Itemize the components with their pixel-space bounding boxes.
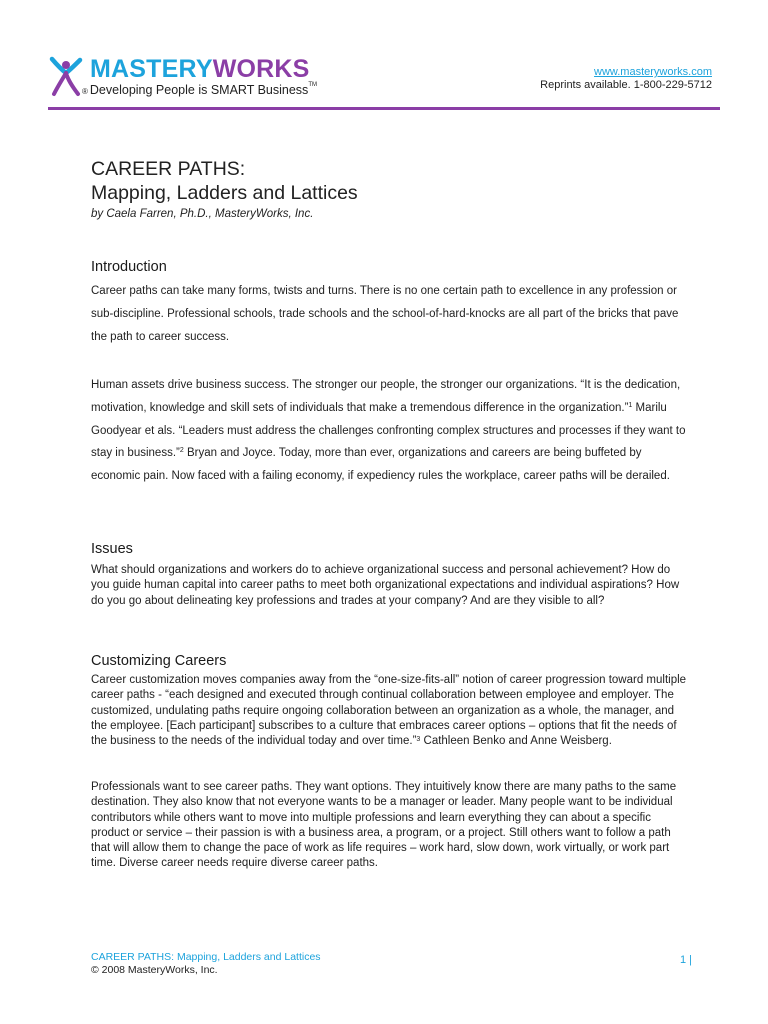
header-divider — [48, 107, 720, 110]
article-title: CAREER PATHS: Mapping, Ladders and Lattices — [91, 158, 358, 204]
footnote-ref-3: 3 — [416, 736, 421, 744]
intro-paragraph-2: Human assets drive business success. The stronger our people, the stronger our organizations. “It is the dedication, motivation, knowledge and skill sets of individuals that make a tremendous difference in the organization.”$^1$ Marilu Goodyear et als. “Leaders must address the challenges confronting complex structures and processes if they want to stay in business.”$^2$ Bryan and Joyce. Today, more than ever, organizations and careers are being buffeted by economic pain. Now faced with a failing economy, if expediency rules the workplace, career paths will be derailed. — [91, 379, 686, 483]
section-heading-introduction: Introduction — [91, 259, 167, 275]
page-number: 1 | — [679, 954, 692, 966]
logo-tagline: ® Developing People is SMART Business™ — [82, 82, 317, 97]
article-byline: by Caela Farren, Ph.D., MasteryWorks, Inc. — [91, 208, 314, 220]
section-heading-issues: Issues — [91, 541, 133, 557]
page-footer — [91, 951, 321, 977]
issues-paragraph: What should organizations and workers do to achieve organizational success and personal achievement? How do you guide human capital into career paths to meet both organizational expectations and individual aspirations? How do you go about delineating key professions and trades at your company? And are they visible to all? — [91, 564, 680, 607]
person-figure-icon — [48, 56, 84, 98]
reprints-info: Reprints available. 1-800-229-5712 — [540, 79, 712, 91]
customizing-paragraph-2: Professionals want to see career paths. They want options. They intuitively know there are many paths to the same destination. They also know that not everyone wants to be a manager or leader. Many people want to be individual contributors while others want to move into multiple professions and learn everything they can about a specific product or service – their passion is with a business area, a program, or a project. Still others want to follow a path that will allow them to change the pace of work as life requires – work hard, slow down, work virtually, or work part time. Diverse career needs require diverse career paths. — [91, 781, 677, 870]
masteryworks-logo — [48, 54, 328, 104]
footer-copyright: © 2008 MasteryWorks, Inc. — [91, 964, 218, 976]
footnote-ref-1: 1 — [628, 401, 633, 409]
logo-wordmark: MASTERYWORKS — [90, 55, 310, 83]
header-contact — [540, 66, 712, 92]
footer-title: CAREER PATHS: Mapping, Ladders and Lattices — [91, 951, 321, 963]
section-heading-customizing-careers: Customizing Careers — [91, 653, 227, 669]
customizing-paragraph-1: Career customization moves companies away from the “one-size-fits-all” notion of career progression toward multiple career paths - “each designed and executed through continual collaboration between employee and employer. The customized, undulating paths require ongoing collaboration between an organization as a whole, the manager, and the employee. [Each participant] subscribes to a culture that embraces career options – options that fit the needs of the business to the needs of the individual today and over time.”$^3$ Cathleen Benko and Anne Weisberg. — [91, 674, 687, 748]
website-link[interactable]: www.masteryworks.com — [594, 66, 712, 78]
intro-paragraph-1: Career paths can take many forms, twists and turns. There is no one certain path to excellence in any profession or sub-discipline. Professional schools, trade schools and the school-of-hard-knocks are all part of the bricks that pave the path to career success. — [91, 285, 679, 343]
footnote-ref-2: 2 — [179, 447, 184, 455]
